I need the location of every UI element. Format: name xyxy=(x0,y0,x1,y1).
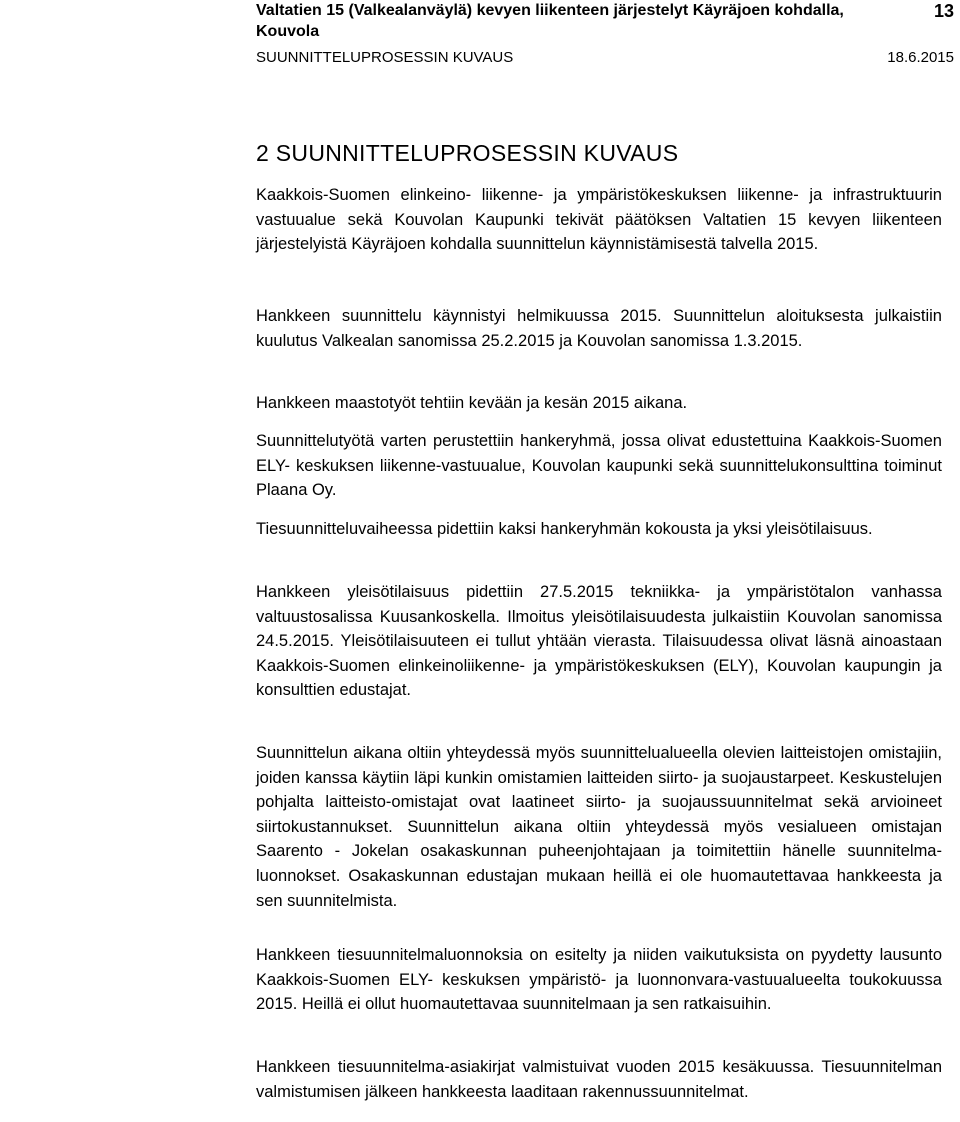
paragraph: Tiesuunnitteluvaiheessa pidettiin kaksi hankeryhmän kokousta ja yksi yleisötilaisuus. xyxy=(256,520,873,538)
paragraph: Hankkeen maastotyöt tehtiin kevään ja kesän 2015 aikana. xyxy=(256,394,688,412)
paragraph: Kaakkois-Suomen elinkeino- liikenne- ja ympäristökeskuksen liikenne- ja infrastruktuurin vastuualue sekä Kouvolan Kaupunki tekivät päätöksen Valtatien 15 kevyen liikenteen järjestelyistä Käyräjoen kohdalla suunnittelun käynnistämisestä talvella 2015. xyxy=(256,186,942,254)
header-date: 18.6.2015 xyxy=(887,49,954,66)
page-number: 13 xyxy=(934,1,955,21)
header-section-name: SUUNNITTELUPROSESSIN KUVAUS xyxy=(256,49,514,66)
paragraph: Suunnittelun aikana oltiin yhteydessä myös suunnittelualueella olevien laitteistojen omistajiin, joiden kanssa käytiin läpi kunkin omistamien laitteiden siirto- ja suojaustarpeet. Keskustelujen pohjalta laitteisto-omistajat ovat laatineet siirto- ja suojaussuunnitelmat sekä arvioineet siirtokustannukset. Suunnittelun aikana oltiin yhteydessä myös vesialueen omistajan Saarento - Jokelan osakaskunnan puheenjohtajaan ja toimitettiin hänelle suunnitelmaluonnokset. Osakaskunnan edustajan mukaan heillä ei ole huomautettavaa hankkeesta ja sen suunnitelmista. xyxy=(256,744,942,910)
paragraph: Hankkeen suunnittelu käynnistyi helmikuussa 2015. Suunnittelun aloituksesta julkaistiin kuulutus Valkealan sanomissa 25.2.2015 ja Kouvolan sanomissa 1.3.2015. xyxy=(256,307,942,350)
chapter-title: 2 SUUNNITTELUPROSESSIN KUVAUS xyxy=(256,140,679,166)
paragraph: Hankkeen tiesuunnitelma-asiakirjat valmistuivat vuoden 2015 kesäkuussa. Tiesuunnitelman valmistumisen jälkeen hankkeesta laaditaan rakennussuunnitelmat. xyxy=(256,1058,942,1101)
document-title: Valtatien 15 (Valkealanväylä) kevyen liikenteen järjestelyt Käyräjoen kohdalla, Kouvola xyxy=(256,2,844,40)
paragraph: Hankkeen tiesuunnitelmaluonnoksia on esitelty ja niiden vaikutuksista on pyydetty lausunto Kaakkois-Suomen ELY- keskuksen ympäristö- ja luonnonvara-vastuualueelta toukokuussa 2015. Heillä ei ollut huomautettavaa suunnitelmaan ja sen ratkaisuihin. xyxy=(256,946,942,1014)
paragraph: Suunnittelutyötä varten perustettiin hankeryhmä, jossa olivat edustettuina Kaakkois-Suomen ELY- keskuksen liikenne-vastuualue, Kouvolan kaupunki sekä suunnittelukonsulttina toiminut Plaana Oy. xyxy=(256,432,942,500)
paragraph: Hankkeen yleisötilaisuus pidettiin 27.5.2015 tekniikka- ja ympäristötalon vanhassa valtuustosalissa Kuusankoskella. Ilmoitus yleisötilaisuudesta julkaistiin Kouvolan sanomissa 24.5.2015. Yleisötilaisuuteen ei tullut yhtään vierasta. Tilaisuudessa olivat läsnä ainoastaan Kaakkois-Suomen elinkeinoliikenne- ja ympäristökeskuksen (ELY), Kouvolan kaupungin ja konsulttien edustajat. xyxy=(256,583,942,700)
